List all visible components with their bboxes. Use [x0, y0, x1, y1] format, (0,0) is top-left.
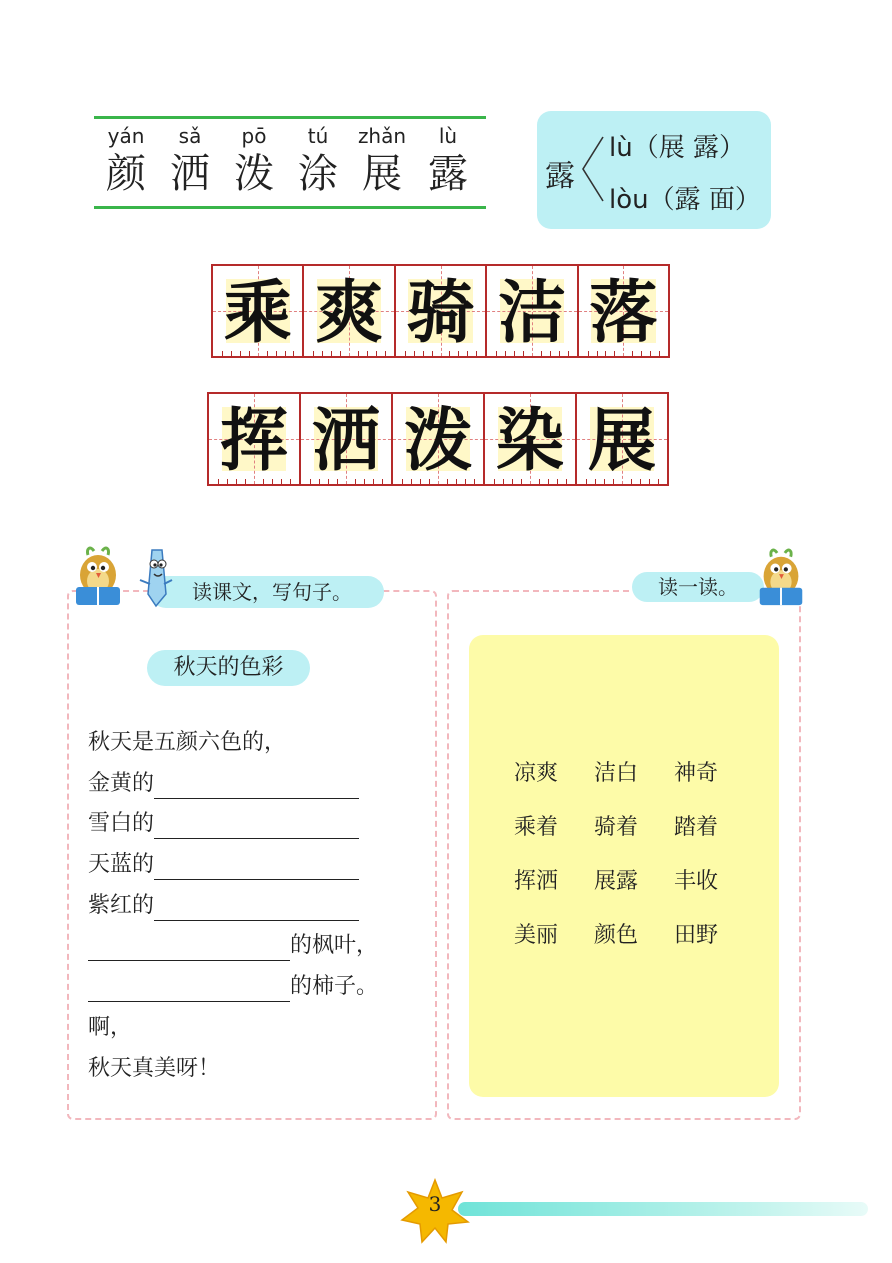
word-cell: [350, 123, 414, 199]
word-cell: [416, 123, 480, 199]
word-cell: [286, 123, 350, 199]
poem-line: [88, 850, 408, 891]
poem-line: [88, 931, 408, 972]
poem-text: 啊，: [88, 1014, 133, 1040]
word: 乘着: [514, 815, 559, 840]
poem-text: 天蓝的: [88, 852, 155, 878]
hanzi: 露: [428, 151, 468, 197]
poem-text: 的枫叶，: [290, 933, 379, 959]
writing-char: 乘: [223, 273, 292, 353]
poem-line: [88, 1054, 408, 1095]
word: 踏着: [674, 815, 719, 840]
word: 颜色: [594, 923, 639, 948]
tianzi-cell: [487, 266, 578, 356]
reading-pinyin: lòu: [609, 185, 649, 215]
tianzi-cell: [393, 394, 485, 484]
hanzi: 展: [362, 151, 402, 197]
writing-char: 洒: [311, 401, 380, 481]
section-heading: 读课文，写句子。: [150, 576, 384, 608]
poem-line: [88, 891, 408, 932]
hanzi: 泼: [234, 151, 274, 197]
pinyin: pō: [241, 124, 267, 148]
reading-row: [609, 127, 745, 164]
word-cell: [222, 123, 286, 199]
page-number: 3: [428, 1192, 442, 1216]
hanzi: 颜: [106, 151, 146, 197]
fill-in-blank[interactable]: [154, 815, 359, 839]
tianzi-cell: [213, 266, 304, 356]
writing-char: 落: [589, 273, 658, 353]
word: 丰收: [674, 869, 719, 894]
reading-row: [609, 179, 761, 216]
hanzi: 涂: [298, 151, 338, 197]
tianzi-cell: [485, 394, 577, 484]
word: 神奇: [674, 761, 719, 786]
word-list: [514, 757, 754, 973]
poem-text: 雪白的: [88, 811, 155, 837]
word-strip: [94, 116, 486, 209]
pinyin: zhǎn: [357, 124, 407, 148]
hanzi: 洒: [170, 151, 210, 197]
poem-text: 金黄的: [88, 770, 155, 796]
tianzi-cell: [301, 394, 393, 484]
pinyin: sǎ: [178, 124, 202, 148]
fill-in-blank[interactable]: [154, 775, 359, 799]
writing-char: 染: [495, 401, 564, 481]
tianzi-cell: [577, 394, 667, 484]
pinyin: yán: [107, 124, 145, 148]
writing-char: 展: [587, 401, 656, 481]
poem-body: [88, 728, 408, 1094]
fill-in-blank[interactable]: [88, 978, 290, 1002]
poem-text: 秋天是五颜六色的，: [88, 730, 287, 755]
word-row: [514, 757, 754, 811]
tianzi-cell: [304, 266, 395, 356]
reading-example: （展 露）: [632, 133, 745, 163]
poem-line: [88, 1013, 408, 1054]
footer-bar: [458, 1202, 868, 1216]
reading-pinyin: lù: [609, 133, 633, 163]
tianzi-cell: [579, 266, 668, 356]
fill-in-blank[interactable]: [154, 856, 359, 880]
writing-char: 爽: [315, 273, 384, 353]
bird-reading-icon: [752, 546, 810, 612]
polyphone-box: [537, 111, 771, 229]
word: 田野: [674, 923, 719, 948]
word: 美丽: [514, 923, 559, 948]
reading-example: （露 面）: [648, 185, 761, 215]
poem-text: 的柿子。: [290, 974, 379, 1000]
word-row: [514, 811, 754, 865]
poem-line: [88, 809, 408, 850]
word-cell: [158, 123, 222, 199]
tianzi-cell: [209, 394, 301, 484]
poem-line: [88, 769, 408, 810]
poem-text: 秋天真美呀！: [88, 1055, 221, 1081]
poem-line: [88, 972, 408, 1013]
word: 挥洒: [514, 869, 559, 894]
word: 洁白: [594, 761, 639, 786]
writing-grid-row: [207, 392, 669, 486]
writing-char: 泼: [403, 401, 472, 481]
word-row: [514, 865, 754, 919]
word: 骑着: [594, 815, 639, 840]
tianzi-cell: [396, 266, 487, 356]
poem-text: 紫红的: [88, 892, 155, 918]
word-row: [514, 919, 754, 973]
poem-title: 秋天的色彩: [147, 650, 310, 686]
pinyin: tú: [307, 124, 329, 148]
fill-in-blank[interactable]: [154, 897, 359, 921]
polyphone-char: 露: [545, 159, 575, 194]
word-cell: [94, 123, 158, 199]
writing-grid-row: [211, 264, 670, 358]
section-heading: 读一读。: [632, 572, 764, 602]
pinyin: lù: [438, 124, 458, 148]
word: 凉爽: [514, 761, 559, 786]
writing-char: 骑: [406, 273, 475, 353]
fill-in-blank[interactable]: [88, 937, 290, 961]
brace-icon: [577, 133, 607, 205]
pencil-mascot-icon: [134, 546, 178, 610]
word: 展露: [594, 869, 639, 894]
writing-char: 洁: [497, 273, 566, 353]
writing-char: 挥: [219, 401, 288, 481]
poem-line: [88, 728, 408, 769]
bird-reading-icon: [68, 545, 128, 611]
